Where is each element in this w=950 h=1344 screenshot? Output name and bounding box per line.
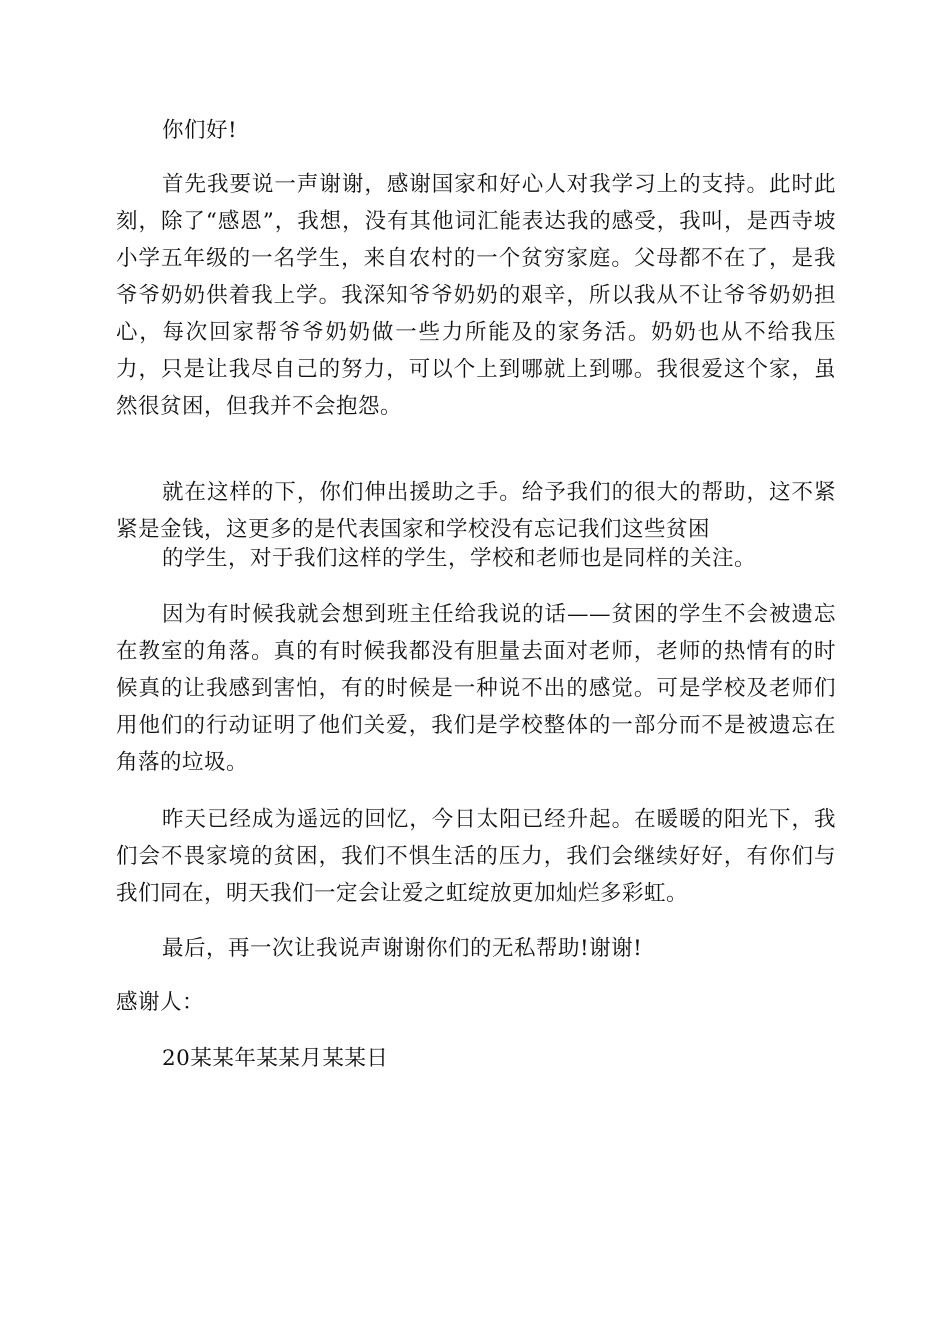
paragraph-future: 昨天已经成为遥远的回忆，今日太阳已经升起。在暖暖的阳光下，我们会不畏家境的贫困，我们不惧生活的压力，我们会继续好好，有你们与我们同在，明天我们一定会让爱之虹绽放更加灿烂多彩虹。 (116, 807, 836, 906)
signer-label: 感谢人： (116, 990, 205, 1015)
greeting: 你们好! (162, 118, 238, 143)
paragraph-teacher: 因为有时候我就会想到班主任给我说的话——贫困的学生不会被遗忘在教室的角落。真的有时候我都没有胆量去面对老师，老师的热情有的时候真的让我感到害怕，有的时候是一种说不出的感觉。可是学校及老师们用他们的行动证明了他们关爱，我们是学校整体的一部分而不是被遗忘在角落的垃圾。 (116, 602, 836, 775)
date-line: 20某某年某某月某某日 (162, 1046, 389, 1071)
paragraph-closing: 最后，再一次让我说声谢谢你们的无私帮助!谢谢! (162, 936, 643, 961)
paragraph-gratitude: 首先我要说一声谢谢，感谢国家和好心人对我学习上的支持。此时此刻，除了“感恩”，我想，没有其他词汇能表达我的感受，我叫，是西寺坡小学五年级的一名学生，来自农村的一个贫穷家庭。父母都不在了，是我爷爷奶奶供着我上学。我深知爷爷奶奶的艰辛，所以我从不让爷爷奶奶担心，每次回家帮爷爷奶奶做一些力所能及的家务活。奶奶也从不给我压力，只是让我尽自己的努力，可以个上到哪就上到哪。我很爱这个家，虽然很贫困，但我并不会抱怨。 (116, 172, 836, 419)
paragraph-help-continued: 的学生，对于我们这样的学生，学校和老师也是同样的关注。 (162, 546, 757, 571)
paragraph-help: 就在这样的下，你们伸出援助之手。给予我们的很大的帮助，这不紧紧是金钱，这更多的是代表国家和学校没有忘记我们这些贫困 (116, 480, 836, 542)
